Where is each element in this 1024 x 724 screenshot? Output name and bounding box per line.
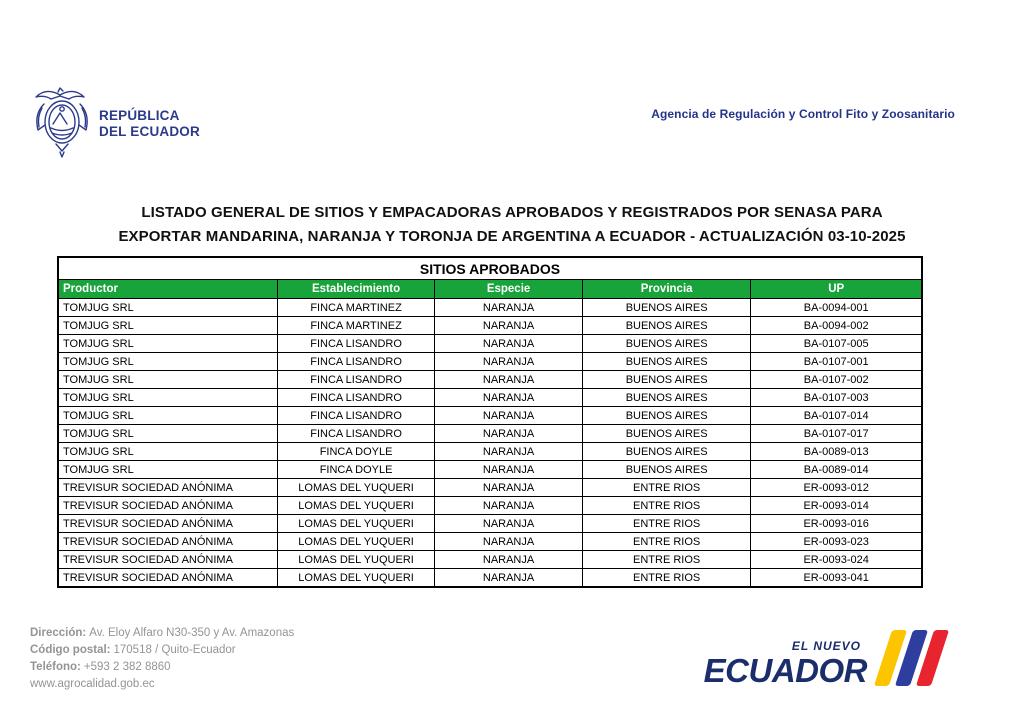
- table-row: [58, 569, 922, 588]
- contact-line: [30, 659, 294, 676]
- table-cell: FINCA LISANDRO: [277, 335, 434, 353]
- table-cell: BA-0089-014: [751, 461, 922, 479]
- logo-wordmark: [704, 640, 867, 687]
- column-header-up: UP: [751, 280, 922, 299]
- table-cell: ENTRE RIOS: [582, 497, 750, 515]
- table-cell: LOMAS DEL YUQUERI: [277, 569, 434, 588]
- page-title: [40, 201, 984, 249]
- table-row: [58, 425, 922, 443]
- table-cell: BA-0107-001: [751, 353, 922, 371]
- table-cell: BA-0089-013: [751, 443, 922, 461]
- contact-value: Av. Eloy Alfaro N30-350 y Av. Amazonas: [89, 627, 295, 639]
- table-cell: FINCA LISANDRO: [277, 425, 434, 443]
- contact-line: [30, 625, 294, 642]
- logo-el-nuevo-text: EL NUEVO: [791, 639, 861, 653]
- table-cell: ENTRE RIOS: [582, 569, 750, 588]
- table-row: [58, 317, 922, 335]
- table-cell: BA-0107-002: [751, 371, 922, 389]
- contact-block: [30, 625, 294, 693]
- column-header-establecimiento: Establecimiento: [277, 280, 434, 299]
- table-cell: ER-0093-012: [751, 479, 922, 497]
- table-cell: TOMJUG SRL: [58, 425, 277, 443]
- table-cell: TREVISUR SOCIEDAD ANÓNIMA: [58, 515, 277, 533]
- table-cell: BUENOS AIRES: [582, 371, 750, 389]
- table-cell: LOMAS DEL YUQUERI: [277, 497, 434, 515]
- table-cell: BUENOS AIRES: [582, 425, 750, 443]
- table-cell: FINCA DOYLE: [277, 443, 434, 461]
- table-cell: BA-0107-017: [751, 425, 922, 443]
- table-cell: TREVISUR SOCIEDAD ANÓNIMA: [58, 497, 277, 515]
- table-cell: NARANJA: [435, 317, 583, 335]
- table-cell: NARANJA: [435, 461, 583, 479]
- table-cell: FINCA DOYLE: [277, 461, 434, 479]
- table-banner: SITIOS APROBADOS: [58, 257, 922, 280]
- contact-line: [30, 642, 294, 659]
- table-cell: BA-0107-014: [751, 407, 922, 425]
- table-row: [58, 335, 922, 353]
- table-row: [58, 299, 922, 317]
- contact-value: 170518 / Quito-Ecuador: [113, 644, 236, 656]
- table-cell: BUENOS AIRES: [582, 317, 750, 335]
- table-row: [58, 389, 922, 407]
- table-row: [58, 533, 922, 551]
- table-cell: LOMAS DEL YUQUERI: [277, 533, 434, 551]
- table-header-row: [58, 280, 922, 299]
- table-row: [58, 461, 922, 479]
- table-cell: TOMJUG SRL: [58, 353, 277, 371]
- table-row: [58, 497, 922, 515]
- table-cell: TOMJUG SRL: [58, 443, 277, 461]
- table-cell: LOMAS DEL YUQUERI: [277, 479, 434, 497]
- contact-label: Teléfono:: [30, 661, 81, 673]
- contact-label: Código postal:: [30, 644, 111, 656]
- table-row: [58, 353, 922, 371]
- table-row: [58, 515, 922, 533]
- table-cell: BA-0094-001: [751, 299, 922, 317]
- table-cell: NARANJA: [435, 299, 583, 317]
- title-line1: LISTADO GENERAL DE SITIOS Y EMPACADORAS APROBADOS Y REGISTRADOS POR SENASA PARA: [141, 204, 883, 221]
- table-cell: FINCA LISANDRO: [277, 353, 434, 371]
- table-cell: BUENOS AIRES: [582, 389, 750, 407]
- table-cell: NARANJA: [435, 389, 583, 407]
- table-cell: TOMJUG SRL: [58, 389, 277, 407]
- table-banner-row: [58, 257, 922, 280]
- table-cell: ENTRE RIOS: [582, 515, 750, 533]
- table-cell: BA-0094-002: [751, 317, 922, 335]
- table-cell: NARANJA: [435, 515, 583, 533]
- table-cell: BUENOS AIRES: [582, 461, 750, 479]
- table-cell: LOMAS DEL YUQUERI: [277, 551, 434, 569]
- table-cell: BUENOS AIRES: [582, 299, 750, 317]
- table-cell: ER-0093-041: [751, 569, 922, 588]
- table-cell: ENTRE RIOS: [582, 551, 750, 569]
- table-cell: FINCA LISANDRO: [277, 371, 434, 389]
- table-cell: FINCA LISANDRO: [277, 407, 434, 425]
- table-cell: FINCA LISANDRO: [277, 389, 434, 407]
- table-cell: TOMJUG SRL: [58, 461, 277, 479]
- table-cell: BA-0107-003: [751, 389, 922, 407]
- table-cell: ER-0093-024: [751, 551, 922, 569]
- table-cell: NARANJA: [435, 353, 583, 371]
- title-line2: EXPORTAR MANDARINA, NARANJA Y TORONJA DE ARGENTINA A ECUADOR - ACTUALIZACIÓN 03-10-2025: [118, 228, 906, 245]
- table-cell: FINCA MARTINEZ: [277, 299, 434, 317]
- gov-brand: [30, 84, 200, 162]
- table-cell: NARANJA: [435, 479, 583, 497]
- table-cell: BUENOS AIRES: [582, 335, 750, 353]
- table-cell: ER-0093-016: [751, 515, 922, 533]
- contact-value: +593 2 382 8860: [83, 661, 171, 673]
- approved-sites-table: [57, 256, 923, 588]
- table-body: [58, 299, 922, 588]
- table-cell: BUENOS AIRES: [582, 353, 750, 371]
- table-row: [58, 407, 922, 425]
- column-header-especie: Especie: [435, 280, 583, 299]
- republic-line2: DEL ECUADOR: [99, 124, 200, 140]
- table-row: [58, 479, 922, 497]
- agency-name: Agencia de Regulación y Control Fito y Zoosanitario: [651, 107, 955, 121]
- table-cell: NARANJA: [435, 407, 583, 425]
- table-cell: TOMJUG SRL: [58, 335, 277, 353]
- table-cell: TREVISUR SOCIEDAD ANÓNIMA: [58, 551, 277, 569]
- table-cell: NARANJA: [435, 335, 583, 353]
- table-cell: NARANJA: [435, 497, 583, 515]
- column-header-productor: Productor: [58, 280, 277, 299]
- table-row: [58, 551, 922, 569]
- column-header-provincia: Provincia: [582, 280, 750, 299]
- table-cell: NARANJA: [435, 443, 583, 461]
- table-cell: TREVISUR SOCIEDAD ANÓNIMA: [58, 479, 277, 497]
- table-cell: LOMAS DEL YUQUERI: [277, 515, 434, 533]
- table-row: [58, 371, 922, 389]
- table-cell: ENTRE RIOS: [582, 533, 750, 551]
- table-cell: TREVISUR SOCIEDAD ANÓNIMA: [58, 569, 277, 588]
- table-cell: NARANJA: [435, 533, 583, 551]
- ecuador-coat-of-arms-icon: [30, 84, 94, 162]
- flag-stripes-icon: [877, 630, 940, 686]
- table-cell: BUENOS AIRES: [582, 443, 750, 461]
- table-cell: BA-0107-005: [751, 335, 922, 353]
- table-cell: BUENOS AIRES: [582, 407, 750, 425]
- contact-label: Dirección:: [30, 627, 87, 639]
- table-cell: NARANJA: [435, 551, 583, 569]
- logo-ecuador-text: ECUADOR: [703, 652, 867, 689]
- table-cell: NARANJA: [435, 569, 583, 588]
- table-cell: FINCA MARTINEZ: [277, 317, 434, 335]
- contact-line: [30, 676, 294, 693]
- table-cell: TOMJUG SRL: [58, 371, 277, 389]
- table-cell: TOMJUG SRL: [58, 407, 277, 425]
- contact-value: www.agrocalidad.gob.ec: [30, 678, 155, 690]
- table-cell: ER-0093-014: [751, 497, 922, 515]
- table-cell: TREVISUR SOCIEDAD ANÓNIMA: [58, 533, 277, 551]
- table-cell: TOMJUG SRL: [58, 299, 277, 317]
- republic-wordmark: [99, 108, 200, 140]
- table-cell: TOMJUG SRL: [58, 317, 277, 335]
- table-row: [58, 443, 922, 461]
- table-cell: NARANJA: [435, 425, 583, 443]
- table-cell: ENTRE RIOS: [582, 479, 750, 497]
- table-cell: ER-0093-023: [751, 533, 922, 551]
- table-cell: NARANJA: [435, 371, 583, 389]
- republic-line1: REPÚBLICA: [99, 108, 180, 123]
- el-nuevo-ecuador-logo: [704, 630, 940, 687]
